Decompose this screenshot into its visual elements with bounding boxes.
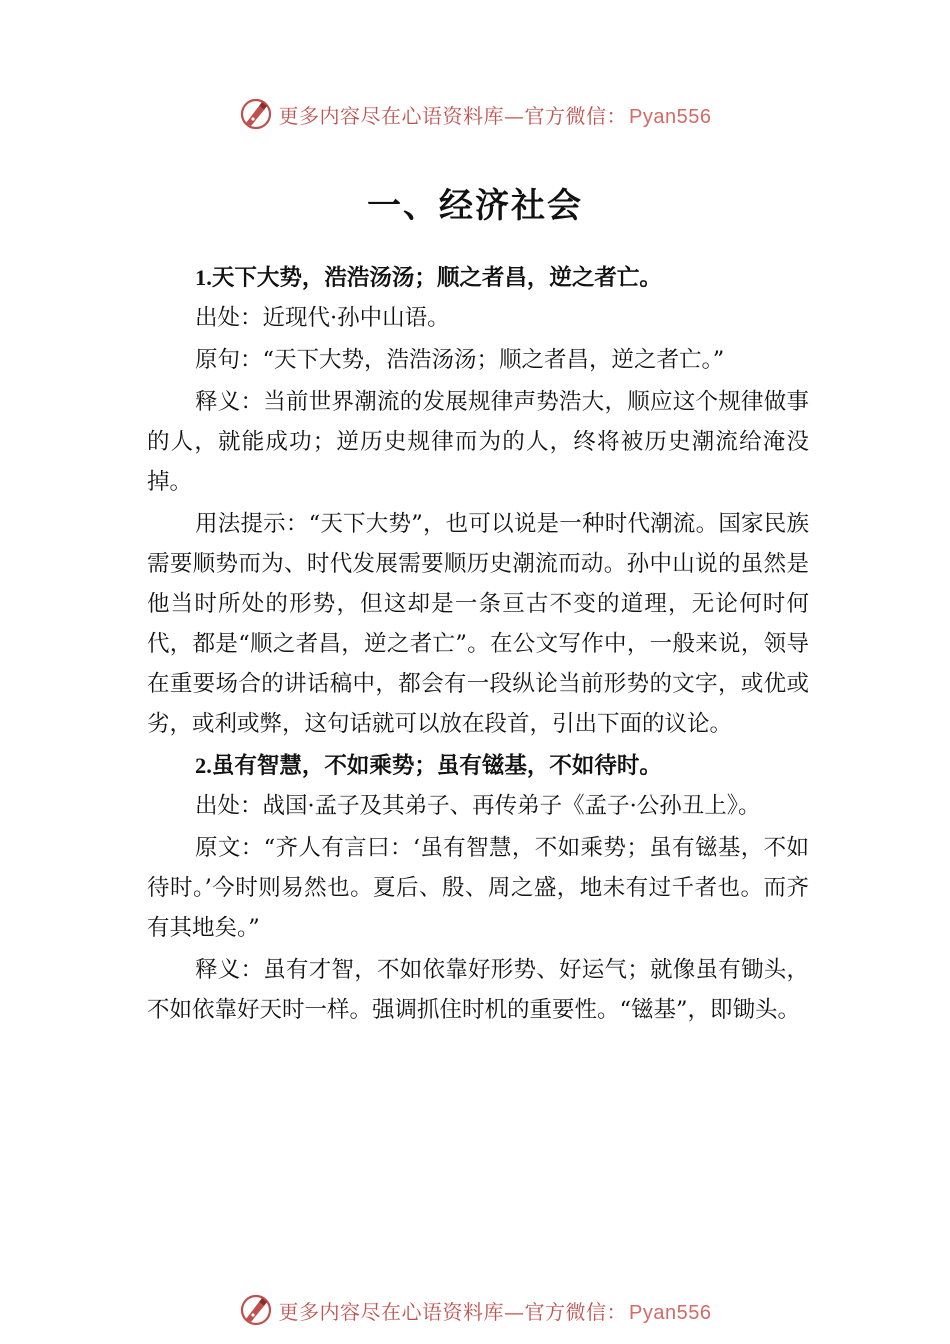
- section-heading: 2.虽有智慧，不如乘势；虽有镃基，不如待时。: [195, 753, 662, 779]
- original-paragraph: 原句：“天下大势，浩浩汤汤；顺之者昌，逆之者亡。”: [195, 347, 725, 373]
- header-banner: [0, 94, 950, 134]
- original-paragraph: 原文：“齐人有言曰：‘虽有智慧，不如乘势；虽有镃基，不如待时。’今时则易然也。夏后、殷、周之盛，地未有过千者也。而齐有其地矣。”: [147, 835, 809, 941]
- wechat-id: Pyan556: [629, 1301, 712, 1324]
- banner-text: 更多内容尽在心语资料库—官方微信： Pyan556: [278, 103, 712, 128]
- meaning-paragraph: 释义：虽有才智，不如依靠好形势、好运气；就像虽有锄头，不如依靠好天时一样。强调抓住时机的重要性。“镃基”，即锄头。: [147, 957, 809, 1023]
- footer-banner: [0, 1290, 950, 1330]
- source-paragraph: 出处：近现代·孙中山语。: [195, 305, 450, 331]
- meaning-paragraph: 释义：当前世界潮流的发展规律声势浩大，顺应这个规律做事的人，就能成功；逆历史规律而为的人，终将被历史潮流给淹没掉。: [147, 389, 809, 495]
- pen-logo-icon: [239, 1293, 273, 1327]
- usage-paragraph: 用法提示：“天下大势”，也可以说是一种时代潮流。国家民族需要顺势而为、时代发展需要顺历史潮流而动。孙中山说的虽然是他当时所处的形势，但这却是一条亘古不变的道理，无论何时何代，都是“顺之者昌，逆之者亡”。在公文写作中，一般来说，领导在重要场合的讲话稿中，都会有一段纵论当前形势的文字，或优或劣，或利或弊，这句话就可以放在段首，引出下面的议论。: [147, 511, 809, 737]
- page-title: 一、经济社会: [367, 186, 583, 226]
- pen-logo-icon: [239, 97, 273, 131]
- section-2: [147, 746, 809, 1030]
- section-1: [147, 258, 809, 744]
- banner-text: 更多内容尽在心语资料库—官方微信： Pyan556: [278, 1299, 712, 1324]
- wechat-id: Pyan556: [629, 105, 712, 128]
- source-paragraph: 出处：战国·孟子及其弟子、再传弟子《孟子·公孙丑上》。: [195, 793, 761, 819]
- document-body: [147, 258, 809, 1030]
- section-heading: 1.天下大势，浩浩汤汤；顺之者昌，逆之者亡。: [195, 265, 662, 291]
